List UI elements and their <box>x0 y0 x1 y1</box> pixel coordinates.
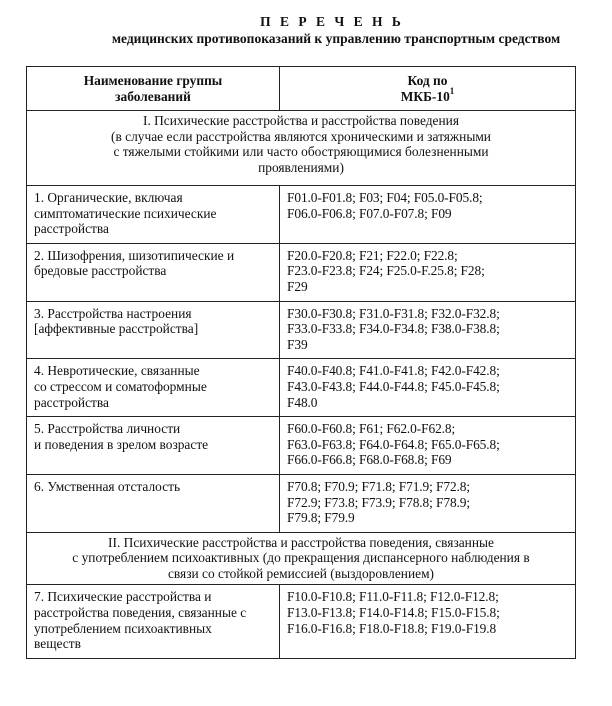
icd-codes-cell: F40.0-F40.8; F41.0-F41.8; F42.0-F42.8; F43.0-F43.8; F44.0-F44.8; F45.0-F45.8; F48.0 <box>280 359 576 417</box>
icd-codes-cell: F20.0-F20.8; F21; F22.0; F22.8; F23.0-F23.8; F24; F25.0-F.25.8; F28; F29 <box>280 243 576 301</box>
section-row <box>27 111 576 186</box>
disease-group-cell: 5. Расстройства личности и поведения в зрелом возрасте <box>27 417 280 475</box>
table-row <box>27 301 576 359</box>
icd-code-header-text: Код по МКБ-10 <box>400 72 450 104</box>
disease-group-cell: 3. Расстройства настроения [аффективные расстройства] <box>27 301 280 359</box>
table-header-row <box>27 67 576 111</box>
disease-group-cell: 1. Органические, включая симптоматические психические расстройства <box>27 186 280 244</box>
contraindications-table <box>26 66 576 659</box>
table-row <box>27 359 576 417</box>
disease-group-cell: 6. Умственная отсталость <box>27 474 280 532</box>
section-title-2: II. Психические расстройства и расстройства поведения, связанные с употреблением психоактивных (до прекращения диспансерного наблюдения в связи со стойкой ремиссией (выздоровлением) <box>27 532 576 585</box>
table-row <box>27 186 576 244</box>
column-header-disease-group: Наименование группы заболеваний <box>27 67 280 111</box>
icd-codes-cell: F60.0-F60.8; F61; F62.0-F62.8; F63.0-F63.8; F64.0-F64.8; F65.0-F65.8; F66.0-F66.8; F68.0-F68.8; F69 <box>280 417 576 475</box>
table-row <box>27 417 576 475</box>
section-title-1: I. Психические расстройства и расстройства поведения (в случае если расстройства являются хроническими и затяжными с тяжелыми стойкими или часто обостряющимися болезненными проявлениями) <box>27 111 576 186</box>
disease-group-cell: 7. Психические расстройства и расстройства поведения, связанные с употреблением психоактивных веществ <box>27 585 280 658</box>
footnote-marker: 1 <box>449 85 455 96</box>
column-header-icd-code <box>280 67 576 111</box>
icd-codes-cell: F10.0-F10.8; F11.0-F11.8; F12.0-F12.8; F13.0-F13.8; F14.0-F14.8; F15.0-F15.8; F16.0-F16.8; F18.0-F18.8; F19.0-F19.8 <box>280 585 576 658</box>
disease-group-cell: 2. Шизофрения, шизотипические и бредовые расстройства <box>27 243 280 301</box>
icd-codes-cell: F30.0-F30.8; F31.0-F31.8; F32.0-F32.8; F33.0-F33.8; F34.0-F34.8; F38.0-F38.8; F39 <box>280 301 576 359</box>
document-subtitle: медицинских противопоказаний к управлению транспортным средством <box>111 31 561 46</box>
icd-codes-cell: F70.8; F70.9; F71.8; F71.9; F72.8; F72.9; F73.8; F73.9; F78.8; F78.9; F79.8; F79.9 <box>280 474 576 532</box>
table-row <box>27 243 576 301</box>
table-row <box>27 474 576 532</box>
section-row <box>27 532 576 585</box>
disease-group-cell: 4. Невротические, связанные со стрессом и соматоформные расстройства <box>27 359 280 417</box>
document-title: П Е Р Е Ч Е Н Ь <box>260 14 404 29</box>
icd-codes-cell: F01.0-F01.8; F03; F04; F05.0-F05.8; F06.0-F06.8; F07.0-F07.8; F09 <box>280 186 576 244</box>
table-row <box>27 585 576 658</box>
